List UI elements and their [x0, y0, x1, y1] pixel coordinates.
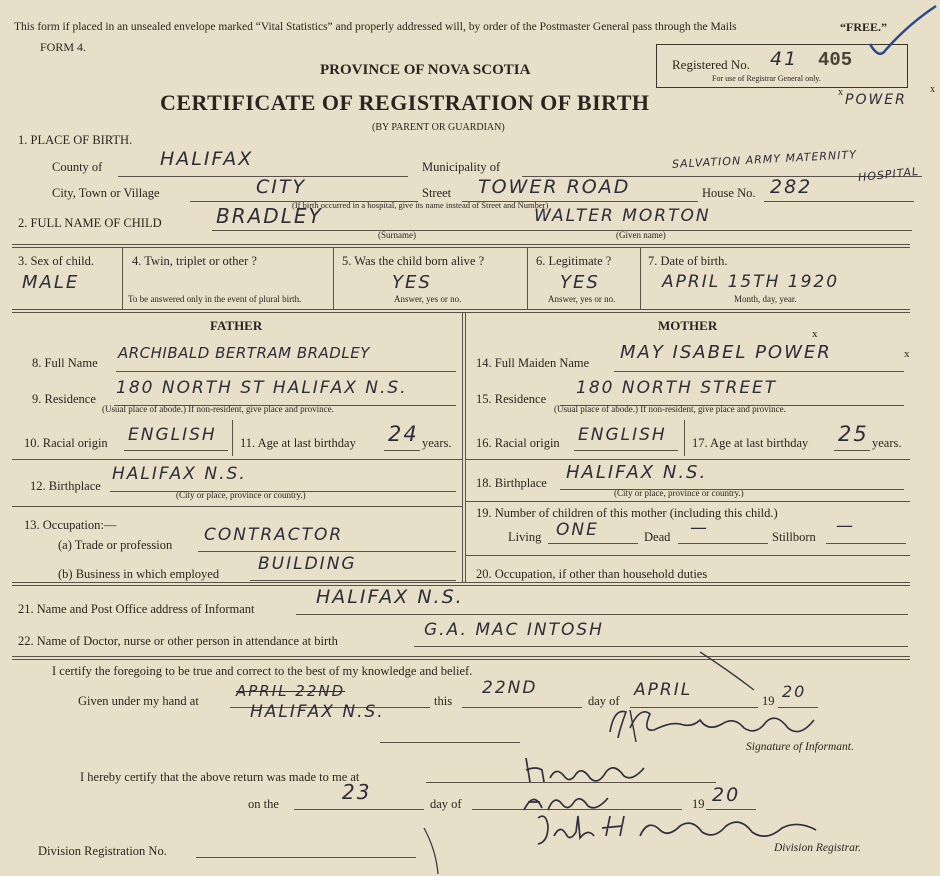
- registered-label: Registered No.: [672, 57, 750, 72]
- doctor-value: G.A. MAC INTOSH: [424, 620, 604, 640]
- registrar-signature-caption: Division Registrar.: [774, 842, 861, 854]
- entry-line: [384, 450, 420, 451]
- given-struck-value: APRIL 22ND: [236, 682, 346, 700]
- entry-line: [296, 614, 908, 615]
- doctor-label: 22. Name of Doctor, nurse or other person in attendance at birth: [18, 634, 338, 648]
- dead-label: Dead: [644, 530, 671, 544]
- registered-number: 41: [770, 48, 799, 70]
- stillborn-label: Stillborn: [772, 530, 816, 544]
- house-value: 282: [770, 176, 813, 198]
- entry-line: [250, 580, 456, 581]
- divider: [640, 247, 641, 309]
- municipality-label: Municipality of: [422, 160, 501, 174]
- entry-line: [414, 646, 908, 647]
- given-name-caption: (Given name): [616, 230, 666, 240]
- municipality-value: SALVATION ARMY MATERNITY: [671, 148, 858, 171]
- mother-years-label: years.: [872, 436, 902, 450]
- registrar-use-note: For use of Registrar General only.: [712, 74, 821, 83]
- house-line: [764, 201, 914, 202]
- year-value: 20: [782, 682, 807, 701]
- surname-caption: (Surname): [378, 230, 416, 240]
- mother-age-label: 17. Age at last birthday: [692, 436, 809, 450]
- divider: [333, 247, 334, 309]
- divider: [465, 501, 910, 502]
- dead-value: —: [690, 518, 709, 538]
- hospital-note: (If birth occurred in a hospital, give its name instead of Street and Number): [292, 200, 549, 210]
- father-years-label: years.: [422, 436, 452, 450]
- entry-line: [196, 857, 416, 858]
- county-label: County of: [52, 160, 103, 174]
- margin-x-mark: x: [838, 87, 843, 98]
- sex-value: MALE: [22, 272, 80, 293]
- entry-line: [462, 707, 582, 708]
- registrar-year-value: 20: [712, 784, 741, 806]
- mother-heading: MOTHER: [658, 318, 718, 333]
- divider: [12, 582, 910, 583]
- informant-label: 21. Name and Post Office address of Informant: [18, 602, 255, 616]
- entry-line: [826, 543, 906, 544]
- registrar-year-printed: 19: [692, 797, 705, 811]
- entry-line: [294, 809, 424, 810]
- city-value: CITY: [256, 176, 307, 198]
- dob-note: Month, day, year.: [734, 294, 797, 304]
- mail-notice: This form if placed in an unsealed envelope marked “Vital Statistics” and properly addressed will, by order of the Postmaster General pass through the Mails: [14, 21, 737, 33]
- certification-statement: I certify the foregoing to be true and correct to the best of my knowledge and belief.: [52, 664, 473, 678]
- entry-line: [614, 371, 904, 372]
- trade-label: (a) Trade or profession: [58, 538, 173, 552]
- divider: [465, 312, 466, 582]
- legitimate-label: 6. Legitimate ?: [536, 254, 612, 268]
- father-residence-label: 9. Residence: [32, 392, 96, 406]
- father-name-label: 8. Full Name: [32, 356, 98, 370]
- alive-note: Answer, yes or no.: [394, 294, 462, 304]
- dob-value: APRIL 15TH 1920: [662, 272, 840, 292]
- stillborn-value: —: [836, 516, 855, 536]
- registered-stamp: 405: [818, 49, 853, 71]
- place-section-label: 1. PLACE OF BIRTH.: [18, 133, 133, 147]
- divider: [232, 420, 233, 456]
- given-under-label: Given under my hand at: [78, 694, 199, 708]
- divider: [684, 420, 685, 456]
- father-heading: FATHER: [210, 318, 263, 333]
- entry-line: [198, 551, 456, 552]
- pen-stroke: [420, 824, 450, 876]
- father-residence-note: (Usual place of abode.) If non-resident, give place and province.: [102, 404, 334, 414]
- divider: [465, 459, 910, 460]
- province-title: PROVINCE OF NOVA SCOTIA: [320, 62, 531, 78]
- divider: [462, 312, 463, 582]
- divider: [12, 312, 910, 313]
- mother-residence-label: 15. Residence: [476, 392, 547, 406]
- entry-line: [116, 371, 456, 372]
- informant-signature-caption: Signature of Informant.: [746, 741, 854, 753]
- divider: [12, 659, 910, 660]
- free-label: “FREE.”: [840, 20, 888, 34]
- alive-label: 5. Was the child born alive ?: [342, 254, 485, 268]
- divider: [12, 459, 462, 460]
- mother-age-value: 25: [838, 422, 869, 446]
- father-racial-label: 10. Racial origin: [24, 436, 108, 450]
- father-birthplace-note: (City or place, province or country.): [176, 490, 306, 500]
- registrar-day-of-label: day of: [430, 797, 462, 811]
- divider: [122, 247, 123, 309]
- mother-racial-label: 16. Racial origin: [476, 436, 560, 450]
- entry-line: [380, 742, 520, 743]
- divider: [12, 244, 910, 245]
- sex-label: 3. Sex of child.: [18, 254, 95, 268]
- mother-residence-value: 180 NORTH STREET: [576, 378, 778, 398]
- entry-line: [574, 450, 678, 451]
- father-age-label: 11. Age at last birthday: [240, 436, 356, 450]
- subtitle: (BY PARENT OR GUARDIAN): [372, 122, 505, 133]
- year-printed: 19: [762, 694, 775, 708]
- father-name-value: ARCHIBALD BERTRAM BRADLEY: [118, 344, 370, 362]
- entry-line: [834, 450, 870, 451]
- city-label: City, Town or Village: [52, 186, 160, 200]
- checkmark-icon: [866, 0, 940, 70]
- correction-x-mark: x: [904, 348, 910, 360]
- mother-occupation-label: 20. Occupation, if other than household duties: [476, 567, 708, 581]
- margin-note-surname: POWER: [845, 92, 907, 108]
- legitimate-note: Answer, yes or no.: [548, 294, 616, 304]
- street-value: TOWER ROAD: [478, 176, 631, 198]
- street-label: Street: [422, 186, 452, 200]
- this-label: this: [434, 694, 453, 708]
- margin-x-mark: x: [930, 84, 935, 95]
- surname-value: BRADLEY: [216, 204, 323, 228]
- division-registration-label: Division Registration No.: [38, 844, 167, 858]
- day-of-value: APRIL: [634, 680, 693, 700]
- father-racial-value: ENGLISH: [128, 425, 217, 445]
- pen-stroke: [698, 650, 758, 692]
- day-of-label: day of: [588, 694, 620, 708]
- father-birthplace-label: 12. Birthplace: [30, 479, 101, 493]
- given-place-value: HALIFAX N.S.: [250, 702, 385, 722]
- on-the-label: on the: [248, 797, 279, 811]
- given-name-value: WALTER MORTON: [534, 206, 711, 226]
- divider: [465, 555, 910, 556]
- informant-value: HALIFAX N.S.: [316, 586, 464, 608]
- mother-residence-note: (Usual place of abode.) If non-resident, give place and province.: [554, 404, 786, 414]
- living-value: ONE: [556, 520, 599, 540]
- living-label: Living: [508, 530, 542, 544]
- house-label: House No.: [702, 186, 756, 200]
- this-value: 22ND: [482, 678, 538, 698]
- divider: [12, 247, 910, 248]
- county-value: HALIFAX: [160, 148, 254, 170]
- entry-line: [548, 543, 638, 544]
- alive-value: YES: [392, 272, 432, 293]
- registrar-statement: I hereby certify that the above return was made to me at: [80, 770, 360, 784]
- mother-birthplace-label: 18. Birthplace: [476, 476, 547, 490]
- municipality-value-2: HOSPITAL: [857, 164, 920, 185]
- registrar-place-handwriting: [520, 748, 660, 790]
- informant-signature: [600, 698, 840, 746]
- dob-label: 7. Date of birth.: [648, 254, 728, 268]
- trade-value: CONTRACTOR: [204, 525, 344, 545]
- correction-x-mark: x: [812, 328, 818, 340]
- divider: [527, 247, 528, 309]
- twin-note: To be answered only in the event of plural birth.: [128, 294, 302, 304]
- legitimate-value: YES: [560, 272, 600, 293]
- child-name-label: 2. FULL NAME OF CHILD: [18, 216, 162, 230]
- business-label: (b) Business in which employed: [58, 567, 220, 581]
- mother-racial-value: ENGLISH: [578, 425, 667, 445]
- father-age-value: 24: [388, 422, 419, 446]
- father-residence-value: 180 NORTH ST HALIFAX N.S.: [116, 378, 408, 398]
- mother-name-label: 14. Full Maiden Name: [476, 356, 590, 370]
- twin-label: 4. Twin, triplet or other ?: [132, 254, 257, 268]
- mother-birthplace-note: (City or place, province or country.): [614, 488, 744, 498]
- form-number: FORM 4.: [40, 40, 87, 54]
- page-title: CERTIFICATE OF REGISTRATION OF BIRTH: [160, 90, 650, 115]
- divider: [12, 309, 910, 310]
- child-name-line: [212, 230, 912, 231]
- entry-line: [124, 450, 228, 451]
- divider: [12, 656, 910, 657]
- entry-line: [678, 543, 768, 544]
- on-the-value: 23: [342, 780, 372, 804]
- father-occupation-label: 13. Occupation:—: [24, 518, 117, 532]
- mother-name-value: MAY ISABEL POWER: [620, 342, 832, 363]
- mother-birthplace-value: HALIFAX N.S.: [566, 462, 708, 483]
- father-birthplace-value: HALIFAX N.S.: [112, 464, 247, 484]
- children-label: 19. Number of children of this mother (including this child.): [476, 506, 778, 520]
- business-value: BUILDING: [258, 554, 357, 574]
- divider: [12, 506, 462, 507]
